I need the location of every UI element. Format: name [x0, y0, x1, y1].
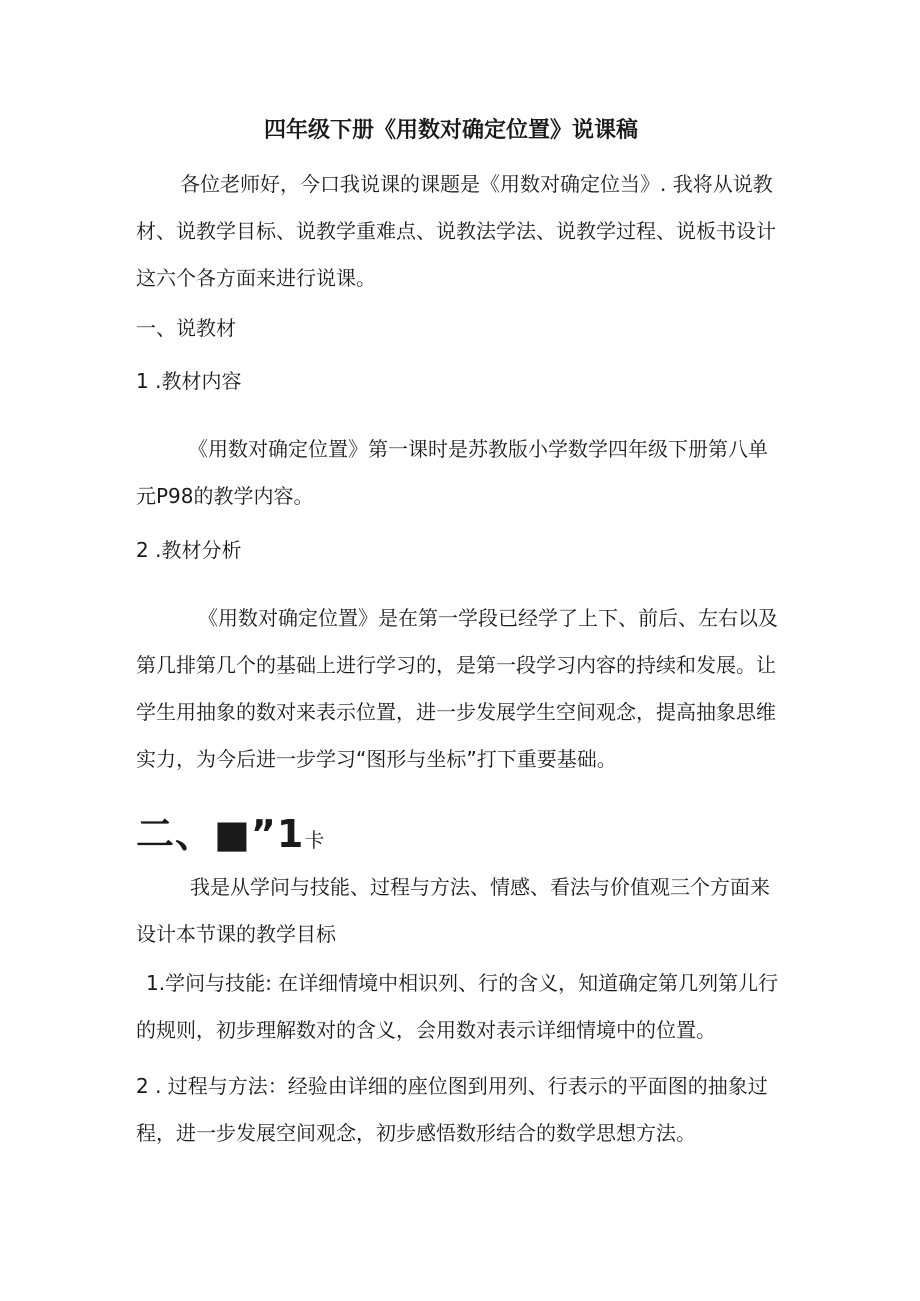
paragraph-line: 材、说教学目标、说教学重难点、说教法学法、说教学过程、说板书设计 — [136, 219, 776, 243]
paragraph-line: 我是从学问与技能、过程与方法、情感、看法与价值观三个方面来 — [190, 875, 770, 899]
paragraph-line: 2 . 过程与方法：经验由详细的座位图到用列、行表示的平面图的抽象过 — [136, 1074, 768, 1098]
paragraph-line: 程，进一步发展空间观念，初步感悟数形结合的数学思想方法。 — [136, 1121, 696, 1145]
paragraph-line: 这六个各方面来进行说课。 — [136, 266, 376, 290]
section-heading-garbled — [136, 812, 325, 862]
paragraph-line: 第几排第几个的基础上进行学习的，是第一段学习内容的持续和发展。让 — [136, 653, 776, 677]
paragraph-line: 1.学问与技能: 在详细情境中相识列、行的含义，知道确定第几列第儿行 — [146, 971, 779, 995]
paragraph-line: 《用数对确定位置》第一课时是苏教版小学数学四年级下册第八单 — [188, 437, 768, 461]
paragraph-line: 的规则，初步理解数对的含义，会用数对表示详细情境中的位置。 — [136, 1018, 716, 1042]
paragraph-line: 实力，为今后进一步学习“图形与坐标”打下重要基础。 — [136, 747, 617, 771]
paragraph-line: 设计本节课的教学目标 — [136, 922, 336, 946]
paragraph-line: 学生用抽象的数对来表示位置，进一步发展学生空间观念，提高抽象思维 — [136, 700, 776, 724]
section-heading: 一、说教材 — [136, 316, 236, 340]
document-title: 四年级下册《用数对确定位置》说课稿 — [264, 118, 639, 143]
paragraph-line: 《用数对确定位置》是在第一学段已经学了上下、前后、左右以及 — [198, 606, 778, 630]
subsection-heading: 2 .教材分析 — [136, 538, 242, 562]
section-heading-tail: 卡 — [304, 828, 326, 852]
subsection-heading: 1 .教材内容 — [136, 369, 242, 393]
section-heading-main: 二、■”1 — [136, 812, 305, 856]
paragraph-line: 各位老师好，今口我说课的课题是《用数对确定位当》. 我将从说教 — [180, 172, 773, 196]
paragraph-line: 元P98的教学内容。 — [136, 484, 314, 508]
